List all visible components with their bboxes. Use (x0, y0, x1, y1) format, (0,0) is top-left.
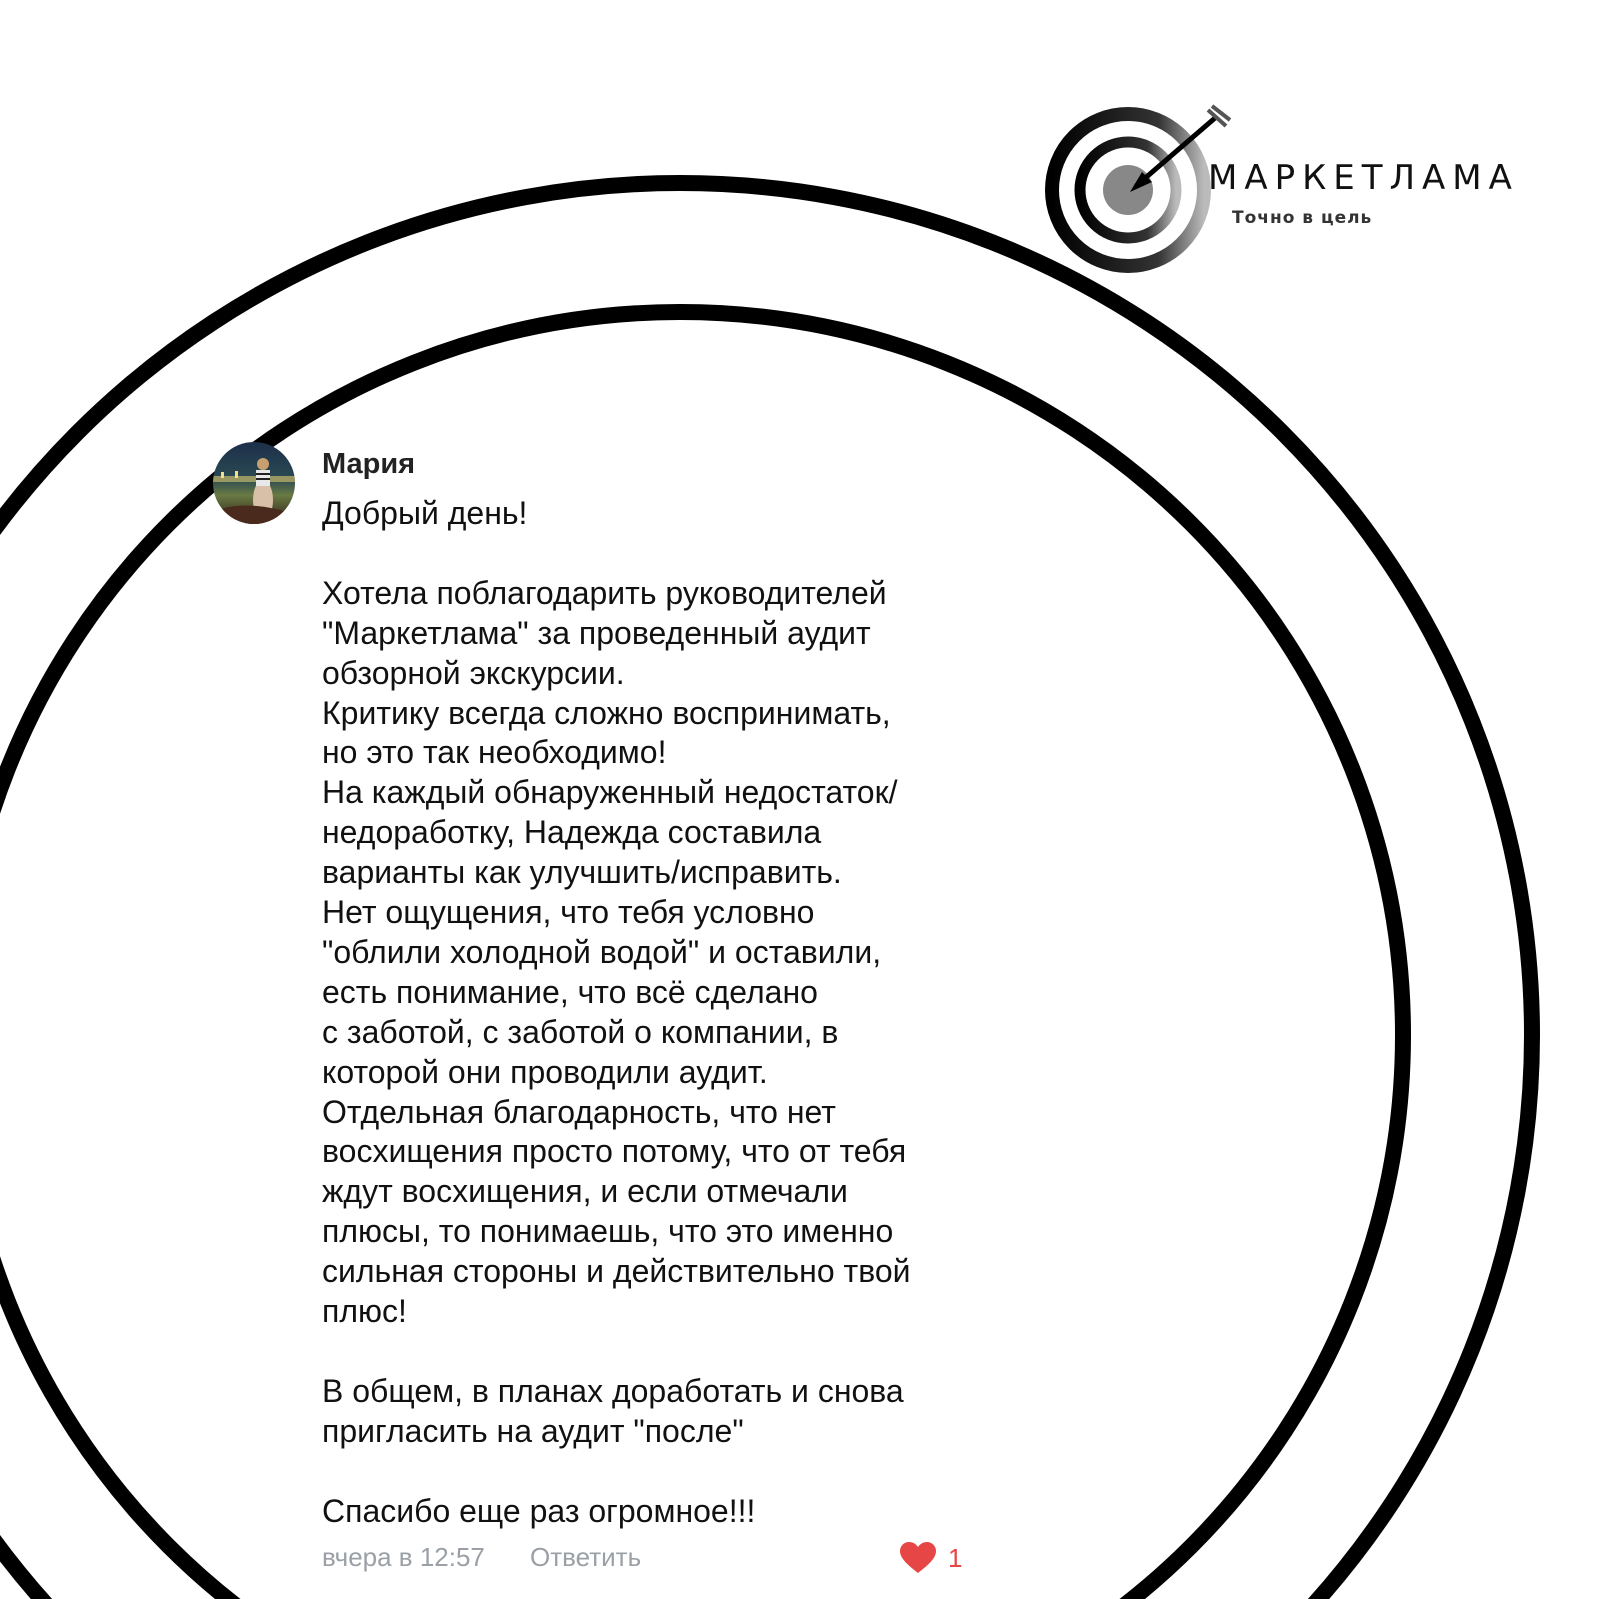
reply-button[interactable]: Ответить (530, 1542, 642, 1572)
comment-line: Критику всегда сложно воспринимать, (322, 694, 891, 731)
comment-line: В общем, в планах доработать и снова (322, 1372, 904, 1409)
heart-icon (900, 1542, 936, 1574)
comment-text (322, 494, 982, 1532)
comment-line: пригласить на аудит "после" (322, 1412, 744, 1449)
comment-meta (322, 1538, 972, 1582)
comment-line: На каждый обнаруженный недостаток/ (322, 774, 898, 811)
comment-line: плюс! (322, 1293, 407, 1330)
comment-line: Хотела поблагодарить руководителей (322, 574, 887, 611)
paragraph-gap (322, 534, 982, 574)
like-count: 1 (948, 1542, 963, 1573)
comment-line: варианты как улучшить/исправить. (322, 854, 842, 891)
comment-line: обзорной экскурсии. (322, 654, 625, 691)
comment-line: Отдельная благодарность, что нет (322, 1093, 836, 1130)
paragraph-gap (322, 1332, 982, 1372)
comment-line: восхищения просто потому, что от тебя (322, 1133, 907, 1170)
comment-line: Нет ощущения, что тебя условно (322, 894, 815, 931)
brand-name: МАРКЕТЛАМА (1208, 158, 1519, 198)
paragraph-gap (322, 1452, 982, 1492)
comment-line: Добрый день! (322, 495, 528, 531)
brand-tagline: Точно в цель (1232, 208, 1373, 228)
comment-line: которой они проводили аудит. (322, 1053, 768, 1090)
comment-line: плюсы, то понимаешь, что это именно (322, 1213, 894, 1250)
comment-timestamp[interactable]: вчера в 12:57 (322, 1542, 485, 1572)
comment-line: недоработку, Надежда составила (322, 814, 822, 851)
brand-logo (1040, 98, 1520, 282)
comment-line: ждут восхищения, и если отмечали (322, 1173, 848, 1210)
comment-line: сильная стороны и действительно твой (322, 1253, 911, 1290)
comment-line: но это так необходимо! (322, 734, 667, 771)
comment-line: "Маркетлама" за проведенный аудит (322, 614, 871, 651)
like-button[interactable] (900, 1538, 962, 1578)
comment-line: "облили холодной водой" и оставили, (322, 933, 882, 970)
user-avatar[interactable] (213, 442, 295, 524)
comment-author[interactable]: Мария (322, 448, 416, 480)
comment-line: есть понимание, что всё сделано (322, 973, 818, 1010)
comment-line: Спасибо еще раз огромное!!! (322, 1492, 756, 1529)
comment-line: с заботой, с заботой о компании, в (322, 1013, 839, 1050)
